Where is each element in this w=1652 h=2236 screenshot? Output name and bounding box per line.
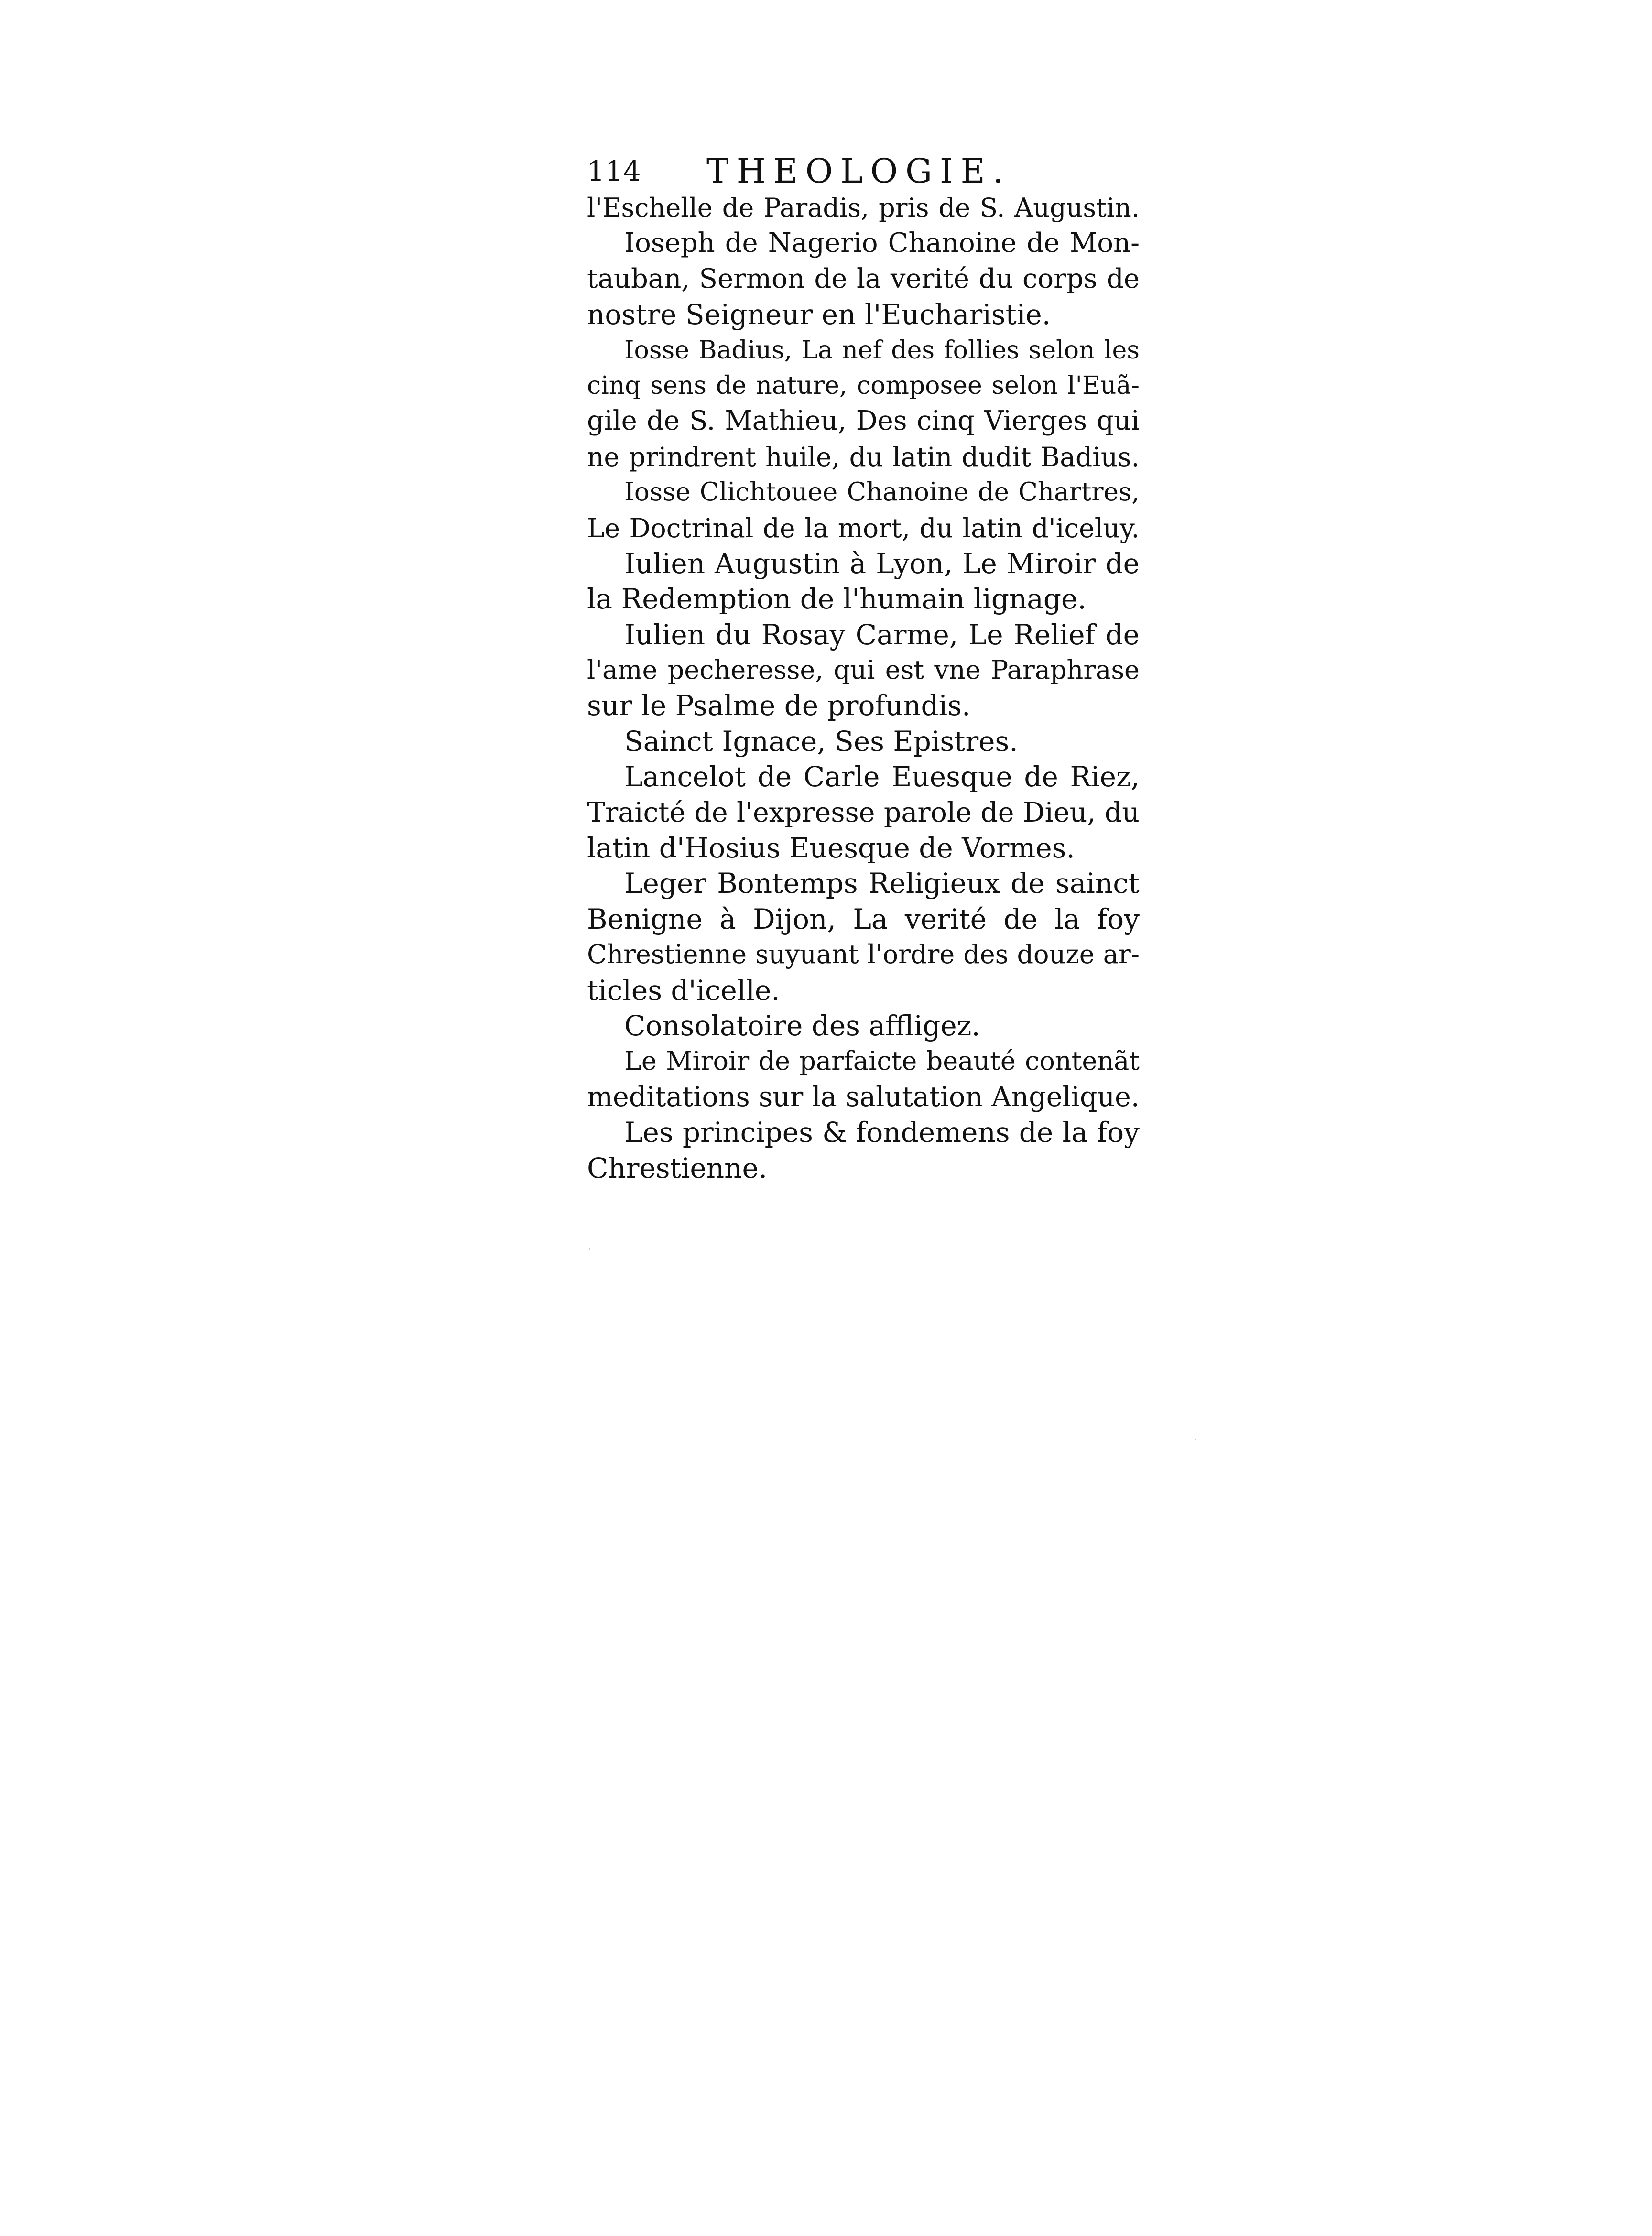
text-line: Le Doctrinal de la mort, du latin d'iceluy. [587, 512, 1140, 543]
text-line: Chrestienne. [587, 1151, 768, 1184]
text-line: nostre Seigneur en l'Eucharistie. [587, 298, 1051, 331]
text-line: l'Eschelle de Paradis, pris de S. Augustin. [587, 193, 1140, 223]
text-line: Iosse Clichtouee Chanoine de Chartres, [624, 478, 1140, 507]
text-line: Consolatoire des affligez. [624, 1009, 980, 1042]
text-line: Sainct Ignace, Ses Epistres. [624, 725, 1018, 758]
text-line: sur le Psalme de profundis. [587, 689, 971, 722]
text-line: Iulien Augustin à Lyon, Le Miroir de [624, 547, 1140, 580]
text-line: cinq sens de nature, composee selon l'Euã- [587, 371, 1140, 400]
text-line: ticles d'icelle. [587, 974, 780, 1007]
text-line: Traicté de l'expresse parole de Dieu, du [587, 796, 1140, 828]
text-line: meditations sur la salutation Angelique. [587, 1081, 1140, 1113]
paper-speck [589, 1248, 590, 1250]
text-line: Les principes & fondemens de la foy [624, 1116, 1140, 1149]
running-title: THEOLOGIE. [706, 152, 1011, 191]
text-line: Ioseph de Nagerio Chanoine de Mon- [624, 228, 1140, 259]
page-number: 114 [587, 155, 641, 187]
body-text [587, 190, 1140, 1186]
text-line: gile de S. Mathieu, Des cinq Vierges qui [587, 405, 1140, 437]
text-block [587, 152, 1140, 1186]
text-line: la Redemption de l'humain lignage. [587, 583, 1087, 616]
page-header [587, 152, 1140, 190]
text-line: ne prindrent huile, du latin dudit Badius. [587, 441, 1140, 472]
text-line: tauban, Sermon de la verité du corps de [587, 263, 1140, 294]
paper-speck [1195, 1439, 1196, 1440]
text-line: Lancelot de Carle Euesque de Riez, [624, 760, 1140, 793]
text-line: latin d'Hosius Euesque de Vormes. [587, 832, 1075, 865]
text-line: Le Miroir de parfaicte beauté contenãt [624, 1046, 1140, 1076]
text-line: Benigne à Dijon, La verité de la foy [587, 902, 1140, 935]
text-line: Chrestienne suyuant l'ordre des douze ar- [587, 939, 1140, 970]
text-line: Leger Bontemps Religieux de sainct [624, 867, 1140, 900]
text-line: Iulien du Rosay Carme, Le Relief de [624, 618, 1140, 651]
text-line: l'ame pecheresse, qui est vne Paraphrase [587, 655, 1140, 685]
text-line: Iosse Badius, La nef des follies selon les [624, 336, 1140, 365]
